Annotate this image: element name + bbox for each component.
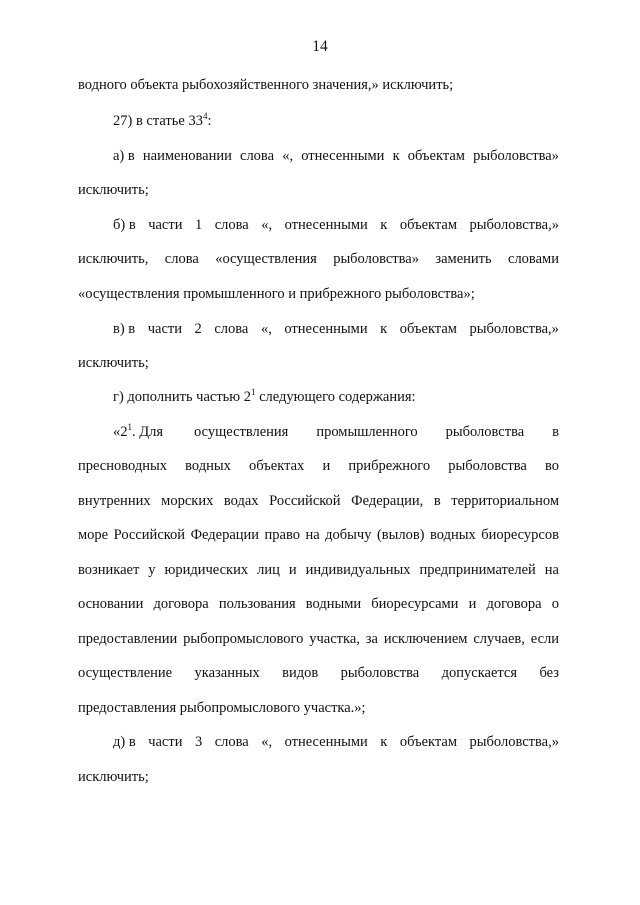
word: отнесенными [284,734,368,750]
text-line-19: предоставления рыбопромыслового участка.»; [78,700,366,716]
word: слова [214,217,249,233]
word: прибрежного [348,458,431,474]
word: в [433,493,441,509]
word: части [148,217,183,233]
word: Российской [113,527,186,543]
word: рыболовства [445,424,525,440]
word: водах [223,493,259,509]
word: юридических [164,562,249,578]
word: слова [214,321,249,337]
word: договора [486,596,542,612]
word: объектах [249,458,305,474]
word: к [392,148,400,164]
word: промышленного [316,424,418,440]
word: за [365,631,378,647]
quote-number: «2 [113,424,128,440]
word: рыболовства,» [469,321,559,337]
word: добычу [325,527,372,543]
word: у [148,562,156,578]
word: водных [430,527,476,543]
word: во [545,458,559,474]
word: «, [261,734,273,750]
text-line-13 [78,492,559,510]
word: Российской [269,493,341,509]
word: предоставлении [78,631,178,647]
text-line-2-main: 27) в статье 33 [113,113,203,129]
text-line-7: «осуществления промышленного и прибрежного рыболовства»; [78,286,475,302]
word: биоресурсами [371,596,459,612]
text-line-10-main: г) дополнить частью 2 [113,389,251,405]
word: допускается [441,665,518,681]
text-line-17 [78,630,559,648]
word: рыболовства» [473,148,559,164]
word: пользования [218,596,296,612]
word: объектам [407,148,465,164]
word: к [380,321,388,337]
word: части [147,321,182,337]
word: к [380,734,388,750]
word: о [551,596,559,612]
word: рыболовства [340,665,420,681]
text-line-11 [113,423,559,441]
text-line-21: исключить; [78,769,149,785]
text-line-20 [113,733,559,751]
word: объектам [399,217,458,233]
page-number: 14 [312,38,328,55]
word: «осуществления [215,251,317,267]
word: отнесенными [284,217,368,233]
text-line-18 [78,664,559,682]
word: слова [164,251,199,267]
word: 2 [194,321,202,337]
word: и [322,458,331,474]
word: части [148,734,183,750]
word: рыболовства [448,458,527,474]
word: рыбопромыслового [183,631,304,647]
text-line-10-end: следующего содержания: [255,389,416,405]
word: и [468,596,477,612]
text-line-2 [113,112,211,130]
word: рыболовства» [333,251,419,267]
text-line-12 [78,457,559,475]
word: исключением [383,631,468,647]
word: биоресурсов [481,527,559,543]
word: случаев, [473,631,525,647]
word: слова [240,148,275,164]
word: на [305,527,320,543]
word: Федерации, [351,493,424,509]
word: море [78,527,109,543]
first-word: . Для [132,424,164,440]
text-line-2-end: : [207,113,212,129]
word: внутренних [78,493,151,509]
word: осуществления [194,424,289,440]
word: предпринимателей [419,562,536,578]
word: осуществление [78,665,173,681]
word: отнесенными [284,321,368,337]
word: «, [282,148,294,164]
word: видов [282,665,319,681]
word: а) в [113,148,135,164]
text-line-5 [113,216,559,234]
word: пресноводных [78,458,167,474]
text-line-14 [78,526,559,544]
word: 3 [194,734,203,750]
paragraph-start [113,423,163,441]
word: основании [78,596,144,612]
text-line-16 [78,595,559,613]
word: возникает [78,562,140,578]
word: лиц [257,562,280,578]
text-line-11-rest [194,423,559,441]
word: морских [161,493,214,509]
text-line-6 [78,250,559,268]
superscript: 4 [202,111,208,121]
word: без [539,665,559,681]
word: объектам [399,321,457,337]
word: заменить [435,251,492,267]
word: наименовании [142,148,232,164]
word: рыболовства,» [469,217,559,233]
word: и [288,562,297,578]
word: территориальном [451,493,559,509]
word: объектам [399,734,458,750]
word: указанных [194,665,260,681]
word: если [530,631,559,647]
text-line-10 [113,388,416,406]
word: к [380,217,388,233]
word: слова [214,734,249,750]
word: «, [261,217,273,233]
word: на [544,562,559,578]
word: исключить, [78,251,149,267]
word: водными [305,596,362,612]
text-line-1: водного объекта рыбохозяйственного значения,» исключить; [78,77,454,93]
text-line-4: исключить; [78,182,149,198]
word: участка, [309,631,360,647]
word: отнесенными [301,148,385,164]
word: в [552,424,559,440]
word: словами [508,251,559,267]
word: 1 [194,217,203,233]
text-line-3 [113,147,559,165]
superscript: 1 [251,387,256,397]
word: (вылов) [376,527,425,543]
word: право [264,527,300,543]
superscript: 1 [127,422,132,432]
text-line-8 [113,320,559,338]
word: индивидуальных [305,562,411,578]
word: «, [260,321,272,337]
word: б) в [113,217,136,233]
text-line-15 [78,561,559,579]
word: д) в [113,734,136,750]
word: водных [185,458,231,474]
word: договора [153,596,209,612]
word: в) в [113,321,136,337]
word: рыболовства,» [469,734,559,750]
text-line-9: исключить; [78,355,149,371]
word: Федерации [190,527,260,543]
